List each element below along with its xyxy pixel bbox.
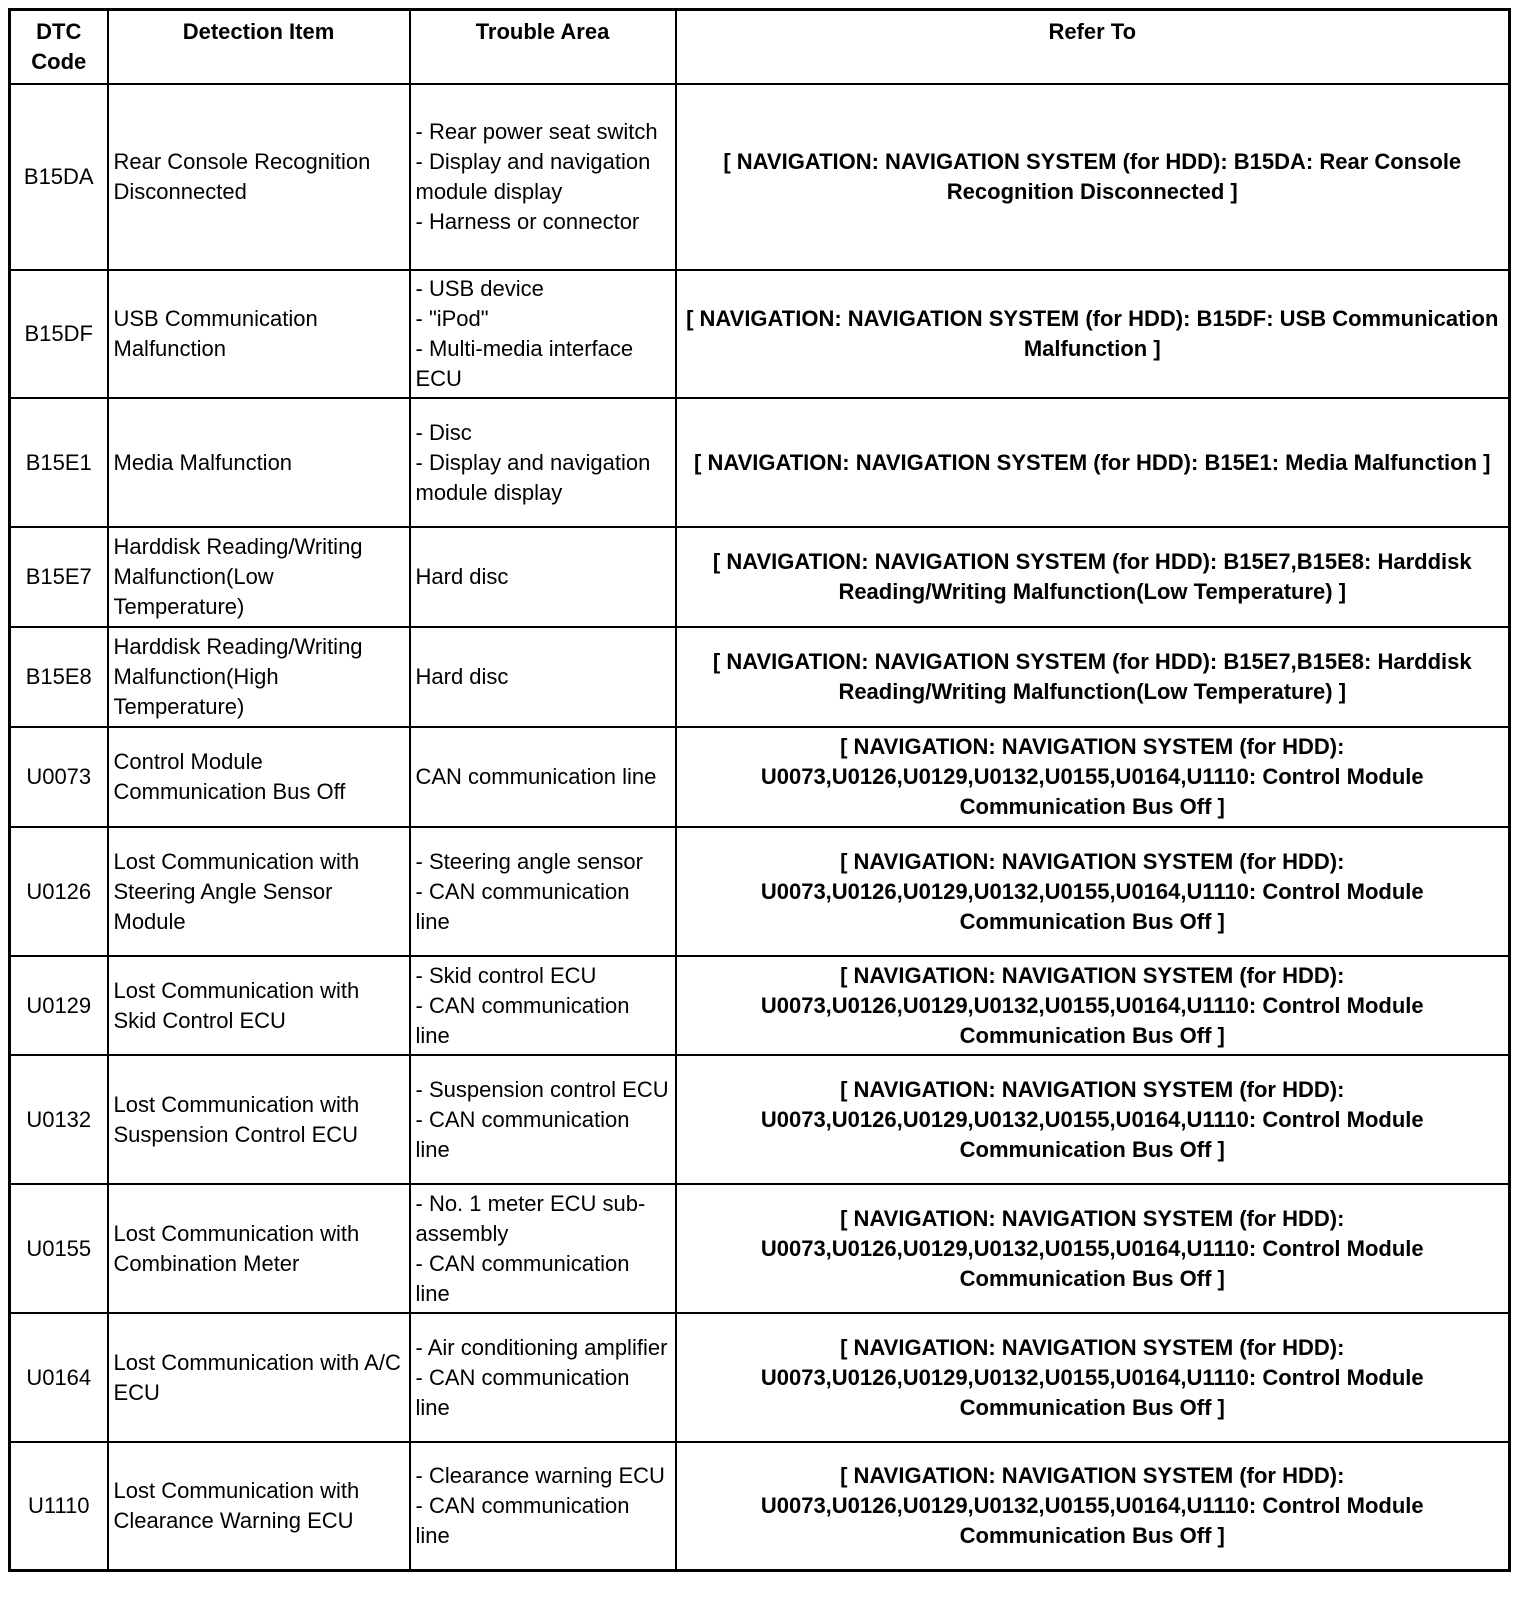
trouble-area-cell (410, 956, 676, 1055)
dtc-code-cell: B15E8 (10, 627, 108, 727)
refer-to-link[interactable]: [ NAVIGATION: NAVIGATION SYSTEM (for HDD): U0073,U0126,U0129,U0132,U0155,U0164,U1110: Control Module Communication Bus Off ] (676, 1313, 1510, 1442)
refer-to-link[interactable]: [ NAVIGATION: NAVIGATION SYSTEM (for HDD): B15E7,B15E8: Harddisk Reading/Writing Malfunction(Low Temperature) ] (676, 627, 1510, 727)
detection-item-cell: Harddisk Reading/Writing Malfunction(High Temperature) (108, 627, 410, 727)
header-detection-item: Detection Item (108, 10, 410, 85)
header-trouble-area: Trouble Area (410, 10, 676, 85)
detection-item-cell: Lost Communication with Suspension Control ECU (108, 1055, 410, 1184)
refer-to-link[interactable]: [ NAVIGATION: NAVIGATION SYSTEM (for HDD): U0073,U0126,U0129,U0132,U0155,U0164,U1110: Control Module Communication Bus Off ] (676, 1442, 1510, 1570)
trouble-area-line: Hard disc (415, 664, 509, 689)
detection-item-cell: Lost Communication with Clearance Warning ECU (108, 1442, 410, 1570)
dtc-code-cell: U0126 (10, 827, 108, 956)
table-row (10, 827, 1510, 956)
trouble-area-cell (410, 1184, 676, 1313)
trouble-area-line: - CAN communication line (415, 1250, 630, 1306)
trouble-area-cell (410, 270, 676, 398)
dtc-code-cell: U0132 (10, 1055, 108, 1184)
trouble-area-cell (410, 627, 676, 727)
trouble-area-line: - Steering angle sensor (415, 848, 643, 874)
refer-to-link[interactable]: [ NAVIGATION: NAVIGATION SYSTEM (for HDD): U0073,U0126,U0129,U0132,U0155,U0164,U1110: Control Module Communication Bus Off ] (676, 727, 1510, 827)
detection-item-cell: Control Module Communication Bus Off (108, 727, 410, 827)
header-refer-to: Refer To (676, 10, 1510, 85)
refer-to-link[interactable]: [ NAVIGATION: NAVIGATION SYSTEM (for HDD): U0073,U0126,U0129,U0132,U0155,U0164,U1110: Control Module Communication Bus Off ] (676, 1184, 1510, 1313)
trouble-area-line: - CAN communication line (415, 1492, 630, 1548)
trouble-area-cell (410, 1442, 676, 1570)
header-dtc-code: DTC Code (10, 10, 108, 85)
trouble-area-line: - Rear power seat switch (415, 119, 658, 144)
detection-item-cell: Rear Console Recognition Disconnected (108, 84, 410, 270)
dtc-code-cell: B15E1 (10, 398, 108, 527)
table-row (10, 956, 1510, 1055)
trouble-area-line: - Clearance warning ECU (415, 1462, 665, 1488)
detection-item-cell: Lost Communication with Steering Angle Sensor Module (108, 827, 410, 956)
dtc-code-cell: U0155 (10, 1184, 108, 1313)
trouble-area-line: - Multi-media interface ECU (415, 336, 634, 391)
dtc-table-container (8, 8, 1511, 1572)
table-row (10, 1442, 1510, 1570)
trouble-area-cell (410, 827, 676, 956)
trouble-area-line: CAN communication line (415, 764, 657, 789)
table-row (10, 84, 1510, 270)
table-row (10, 527, 1510, 627)
dtc-code-cell: U1110 (10, 1442, 108, 1570)
detection-item-cell: Lost Communication with A/C ECU (108, 1313, 410, 1442)
refer-to-link[interactable]: [ NAVIGATION: NAVIGATION SYSTEM (for HDD): B15DF: USB Communication Malfunction ] (676, 270, 1510, 398)
dtc-code-cell: U0129 (10, 956, 108, 1055)
trouble-area-line: - Skid control ECU (415, 962, 597, 988)
detection-item-cell: Harddisk Reading/Writing Malfunction(Low Temperature) (108, 527, 410, 627)
dtc-table (8, 8, 1511, 1572)
trouble-area-cell (410, 727, 676, 827)
trouble-area-line: - No. 1 meter ECU sub-assembly (415, 1190, 646, 1246)
detection-item-cell: USB Communication Malfunction (108, 270, 410, 398)
table-row (10, 627, 1510, 727)
refer-to-link[interactable]: [ NAVIGATION: NAVIGATION SYSTEM (for HDD): U0073,U0126,U0129,U0132,U0155,U0164,U1110: Control Module Communication Bus Off ] (676, 1055, 1510, 1184)
table-row (10, 398, 1510, 527)
detection-item-cell: Lost Communication with Combination Meter (108, 1184, 410, 1313)
trouble-area-cell (410, 1055, 676, 1184)
table-row (10, 1055, 1510, 1184)
refer-to-link[interactable]: [ NAVIGATION: NAVIGATION SYSTEM (for HDD): U0073,U0126,U0129,U0132,U0155,U0164,U1110: Control Module Communication Bus Off ] (676, 827, 1510, 956)
trouble-area-line: - CAN communication line (415, 992, 630, 1048)
trouble-area-line: - CAN communication line (415, 878, 630, 934)
refer-to-link[interactable]: [ NAVIGATION: NAVIGATION SYSTEM (for HDD): B15E1: Media Malfunction ] (676, 398, 1510, 527)
detection-item-cell: Lost Communication with Skid Control ECU (108, 956, 410, 1055)
trouble-area-cell (410, 84, 676, 270)
trouble-area-line: - Suspension control ECU (415, 1076, 669, 1102)
dtc-code-cell: B15DF (10, 270, 108, 398)
trouble-area-line: - "iPod" (415, 306, 489, 331)
trouble-area-line: - CAN communication line (415, 1106, 630, 1162)
table-row (10, 1313, 1510, 1442)
trouble-area-cell (410, 1313, 676, 1442)
table-row (10, 727, 1510, 827)
trouble-area-line: - Disc (415, 419, 472, 445)
refer-to-link[interactable]: [ NAVIGATION: NAVIGATION SYSTEM (for HDD): B15DA: Rear Console Recognition Disconnected ] (676, 84, 1510, 270)
trouble-area-line: - Display and navigation module display (415, 149, 651, 204)
refer-to-link[interactable]: [ NAVIGATION: NAVIGATION SYSTEM (for HDD): B15E7,B15E8: Harddisk Reading/Writing Malfunction(Low Temperature) ] (676, 527, 1510, 627)
table-row (10, 1184, 1510, 1313)
trouble-area-line: - CAN communication line (415, 1364, 630, 1420)
table-body (10, 84, 1510, 1570)
trouble-area-line: - Display and navigation module display (415, 449, 651, 505)
detection-item-cell: Media Malfunction (108, 398, 410, 527)
table-row (10, 270, 1510, 398)
trouble-area-line: Hard disc (415, 564, 509, 589)
trouble-area-line: - USB device (415, 276, 544, 301)
trouble-area-cell (410, 398, 676, 527)
dtc-code-cell: B15E7 (10, 527, 108, 627)
dtc-code-cell: U0073 (10, 727, 108, 827)
trouble-area-line: - Air conditioning amplifier (415, 1334, 668, 1360)
refer-to-link[interactable]: [ NAVIGATION: NAVIGATION SYSTEM (for HDD): U0073,U0126,U0129,U0132,U0155,U0164,U1110: Control Module Communication Bus Off ] (676, 956, 1510, 1055)
trouble-area-cell (410, 527, 676, 627)
trouble-area-line: - Harness or connector (415, 209, 640, 234)
header-row (10, 10, 1510, 85)
dtc-code-cell: U0164 (10, 1313, 108, 1442)
dtc-code-cell: B15DA (10, 84, 108, 270)
